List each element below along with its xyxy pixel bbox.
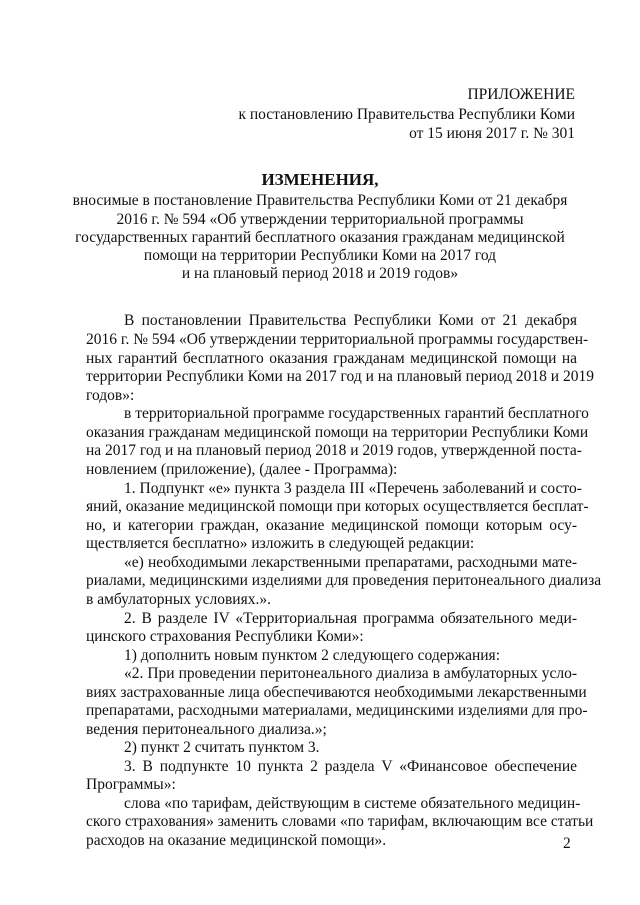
body-line: 3. В подпункте 10 пункта 2 раздела V «Финансовое обеспечение (124, 758, 577, 775)
subtitle-line: и на плановый период 2018 и 2019 годов» (181, 265, 459, 282)
body-line: препаратами, расходными материалами, медицинскими изделиями для про- (86, 702, 588, 719)
body-line: в территориальной программе государственных гарантий бесплатного (124, 405, 589, 422)
appendix-date: от 15 июня 2017 г. № 301 (409, 125, 575, 142)
body-line: 1) дополнить новым пунктом 2 следующего содержания: (124, 647, 500, 664)
body-line: В постановлении Правительства Республики Коми от 21 декабря (124, 312, 577, 329)
body-line: ных гарантий бесплатного оказания гражданам медицинской помощи на (86, 350, 577, 367)
body-line: ществляется бесплатно» изложить в следующей редакции: (86, 535, 475, 552)
body-line: слова «по тарифам, действующим в системе обязательного медицин- (124, 795, 581, 812)
subtitle-line: государственных гарантий бесплатного оказания гражданам медицинской (75, 229, 565, 246)
subtitle-line: 2016 г. № 594 «Об утверждении территориальной программы (116, 211, 524, 228)
body-line: «2. При проведении перитонеального диализа в амбулаторных усло- (124, 665, 577, 682)
body-line: 2. В разделе IV «Территориальная программа обязательного меди- (124, 610, 577, 627)
body-line: виях застрахованные лица обеспечиваются необходимыми лекарственными (86, 684, 587, 701)
body-line: цинского страхования Республики Коми»: (86, 628, 364, 645)
appendix-reference: к постановлению Правительства Республики Коми (238, 106, 575, 123)
body-line: Программы»: (86, 776, 176, 793)
body-line: «е) необходимыми лекарственными препаратами, расходными мате- (124, 554, 577, 571)
body-line: 2) пункт 2 считать пунктом 3. (124, 739, 320, 756)
body-line: новлением (приложение), (далее - Программа): (86, 461, 398, 478)
page-number: 2 (563, 835, 571, 852)
body-line: в амбулаторных условиях.». (86, 591, 271, 608)
body-line: 1. Подпункт «е» пункта 3 раздела III «Перечень заболеваний и состо- (124, 480, 582, 497)
body-line: на 2017 год и на плановый период 2018 и 2019 годов, утвержденной поста- (86, 442, 582, 459)
body-line: расходов на оказание медицинской помощи». (86, 832, 387, 849)
body-line: яний, оказание медицинской помощи при которых осуществляется бесплат- (86, 498, 589, 515)
subtitle-line: вносимые в постановление Правительства Республики Коми от 21 декабря (72, 192, 568, 209)
body-line: 2016 г. № 594 «Об утверждении территориальной программы государствен- (86, 331, 589, 348)
body-line: риалами, медицинскими изделиями для проведения перитонеального диализа (86, 572, 602, 589)
appendix-label: ПРИЛОЖЕНИЕ (467, 86, 575, 103)
body-line: годов»: (86, 387, 135, 404)
document-title: ИЗМЕНЕНИЯ, (261, 170, 379, 189)
body-line: но, и категории граждан, оказание медицинской помощи которым осу- (86, 517, 577, 534)
body-line: территории Республики Коми на 2017 год и на плановый период 2018 и 2019 (86, 368, 594, 385)
body-line: ведения перитонеального диализа.»; (86, 721, 327, 738)
body-line: ского страхования» заменить словами «по тарифам, включающим все статьи (86, 813, 594, 830)
body-line: оказания гражданам медицинской помощи на территории Республики Коми (86, 424, 589, 441)
subtitle-line: помощи на территории Республики Коми на 2017 год (143, 247, 497, 264)
